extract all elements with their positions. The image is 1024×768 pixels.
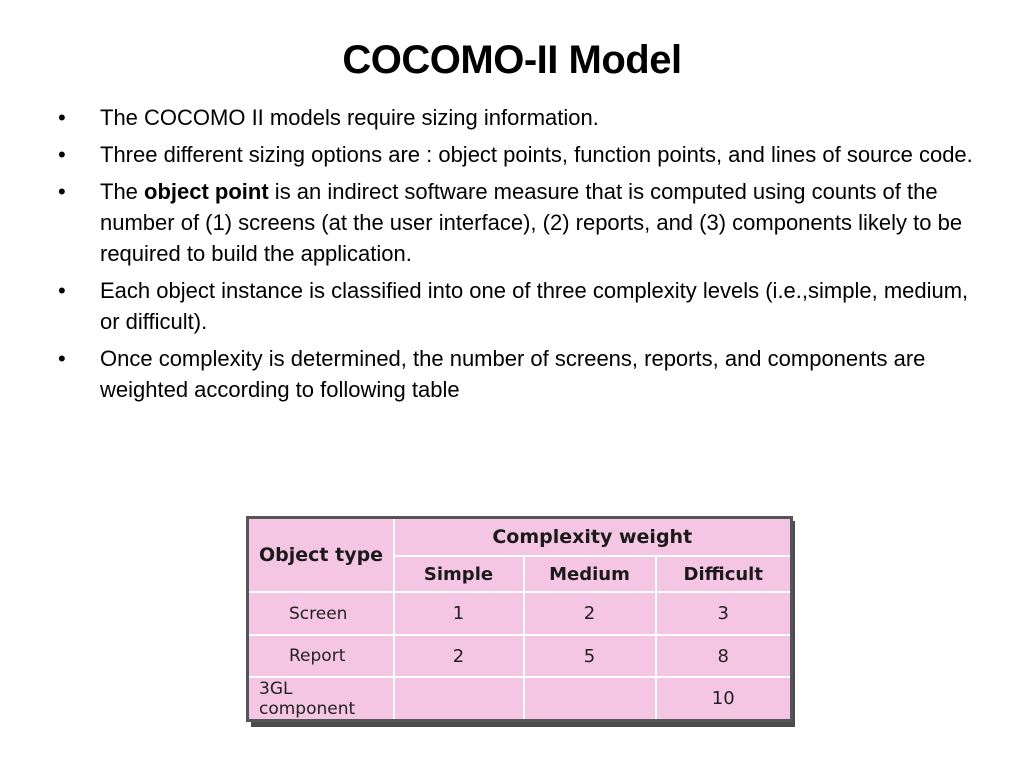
header-medium: Medium — [524, 556, 656, 592]
bullet-text-bold: object point — [144, 179, 269, 204]
cell-3gl-simple — [394, 677, 524, 720]
table-header-row — [248, 518, 792, 556]
bullet-dot-icon: • — [58, 179, 66, 204]
bullet-text-after: is an indirect software measure that is computed using counts of the number of (1) screens (at the user interface), (2) reports, and (3) components likely to be required to build the application. — [100, 179, 963, 266]
cell-report-medium: 5 — [524, 635, 656, 678]
header-object-type: Object type — [248, 518, 394, 593]
bullet-text: The COCOMO II models require sizing information. — [100, 105, 599, 130]
bullet-text: Three different sizing options are : object points, function points, and lines of source code. — [100, 142, 973, 167]
bullet-text: Each object instance is classified into one of three complexity levels (i.e.,simple, medium, or difficult). — [100, 278, 969, 334]
bullet-dot-icon: • — [58, 278, 66, 303]
header-difficult: Difficult — [656, 556, 792, 592]
bullet-item — [58, 139, 988, 170]
row-label-report: Report — [248, 635, 394, 678]
bullet-item — [58, 275, 988, 337]
bullet-list — [58, 102, 988, 411]
cell-report-difficult: 8 — [656, 635, 792, 678]
bullet-item — [58, 176, 988, 269]
cell-3gl-difficult: 10 — [656, 677, 792, 720]
bullet-text: Once complexity is determined, the number of screens, reports, and components are weighted according to following table — [100, 346, 926, 402]
complexity-weight-table-wrapper — [246, 516, 790, 722]
header-complexity-weight: Complexity weight — [394, 518, 792, 556]
table-row — [248, 592, 792, 635]
bullet-dot-icon: • — [58, 105, 66, 130]
bullet-item — [58, 102, 988, 133]
bullet-item — [58, 343, 988, 405]
cell-screen-simple: 1 — [394, 592, 524, 635]
header-simple: Simple — [394, 556, 524, 592]
cell-report-simple: 2 — [394, 635, 524, 678]
table-row — [248, 635, 792, 678]
row-label-3gl-component: 3GL component — [248, 677, 394, 720]
bullet-dot-icon: • — [58, 346, 66, 371]
bullet-dot-icon: • — [58, 142, 66, 167]
table-row — [248, 677, 792, 720]
cell-screen-difficult: 3 — [656, 592, 792, 635]
cell-screen-medium: 2 — [524, 592, 656, 635]
slide-title: COCOMO-II Model — [342, 38, 682, 82]
bullet-text-before: The — [100, 179, 145, 204]
complexity-weight-table — [246, 516, 793, 722]
row-label-screen: Screen — [248, 592, 394, 635]
cell-3gl-medium — [524, 677, 656, 720]
